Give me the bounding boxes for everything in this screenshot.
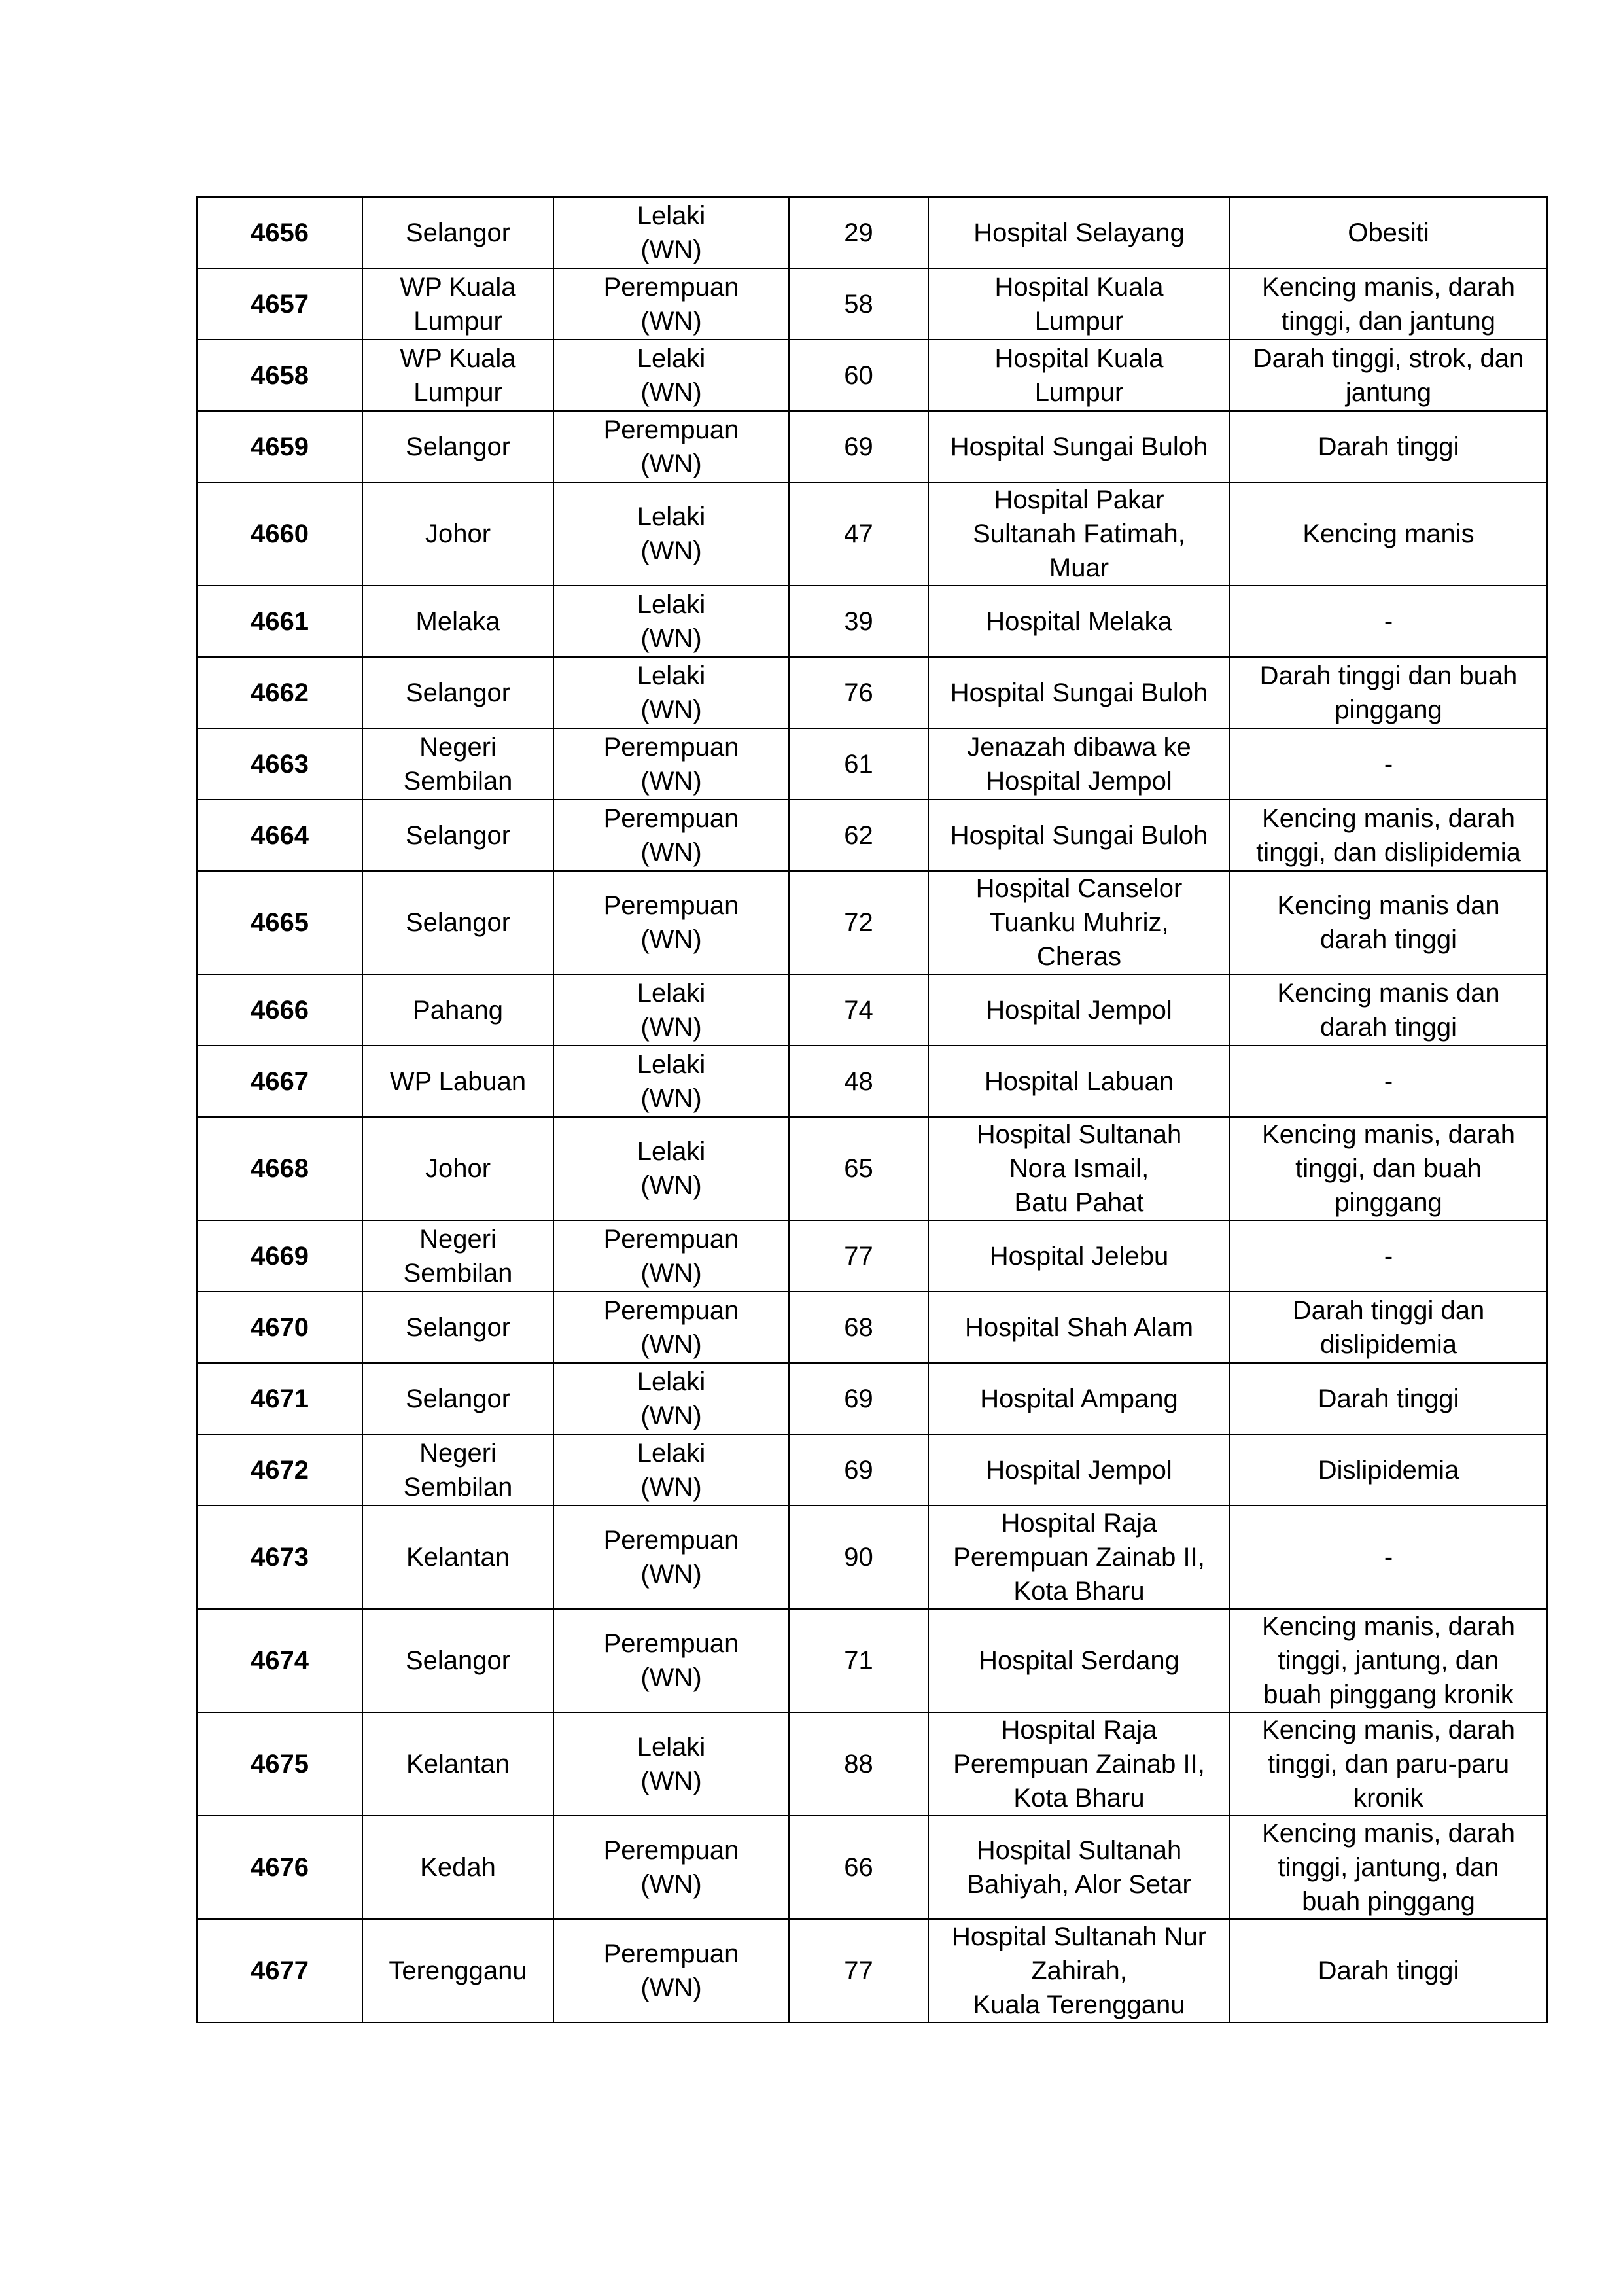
condition-cell: Darah tinggi dan dislipidemia <box>1230 1292 1547 1363</box>
state-cell: Selangor <box>362 871 553 974</box>
gender-cell: Lelaki (WN) <box>553 586 789 657</box>
hospital-cell: Hospital Serdang <box>928 1609 1230 1712</box>
age-cell: 88 <box>789 1712 928 1816</box>
case-number-cell: 4660 <box>197 482 362 586</box>
age-cell: 69 <box>789 1363 928 1434</box>
gender-cell: Perempuan (WN) <box>553 1220 789 1292</box>
table-row <box>197 1363 1547 1434</box>
condition-cell: Kencing manis, darah tinggi, dan dislipidemia <box>1230 800 1547 871</box>
gender-cell: Perempuan (WN) <box>553 268 789 340</box>
case-number-cell: 4673 <box>197 1506 362 1609</box>
hospital-cell: Hospital Sultanah Nur Zahirah, Kuala Terengganu <box>928 1919 1230 2022</box>
hospital-cell: Hospital Ampang <box>928 1363 1230 1434</box>
hospital-cell: Hospital Raja Perempuan Zainab II, Kota Bharu <box>928 1506 1230 1609</box>
condition-cell: Darah tinggi <box>1230 1363 1547 1434</box>
case-number-cell: 4674 <box>197 1609 362 1712</box>
state-cell: Johor <box>362 482 553 586</box>
condition-cell: Kencing manis, darah tinggi, dan jantung <box>1230 268 1547 340</box>
age-cell: 60 <box>789 340 928 411</box>
table-row <box>197 197 1547 268</box>
state-cell: Kelantan <box>362 1506 553 1609</box>
condition-cell: - <box>1230 1046 1547 1117</box>
table-row <box>197 871 1547 974</box>
condition-cell: - <box>1230 728 1547 800</box>
hospital-cell: Hospital Jelebu <box>928 1220 1230 1292</box>
gender-cell: Lelaki (WN) <box>553 340 789 411</box>
state-cell: Negeri Sembilan <box>362 1220 553 1292</box>
condition-cell: Kencing manis dan darah tinggi <box>1230 871 1547 974</box>
hospital-cell: Hospital Melaka <box>928 586 1230 657</box>
age-cell: 74 <box>789 974 928 1046</box>
hospital-cell: Jenazah dibawa ke Hospital Jempol <box>928 728 1230 800</box>
table-row <box>197 1117 1547 1220</box>
state-cell: Selangor <box>362 657 553 728</box>
condition-cell: Darah tinggi <box>1230 1919 1547 2022</box>
case-number-cell: 4662 <box>197 657 362 728</box>
hospital-cell: Hospital Sungai Buloh <box>928 411 1230 482</box>
age-cell: 76 <box>789 657 928 728</box>
gender-cell: Lelaki (WN) <box>553 657 789 728</box>
hospital-cell: Hospital Sultanah Nora Ismail, Batu Pahat <box>928 1117 1230 1220</box>
age-cell: 62 <box>789 800 928 871</box>
age-cell: 61 <box>789 728 928 800</box>
gender-cell: Lelaki (WN) <box>553 1117 789 1220</box>
gender-cell: Perempuan (WN) <box>553 1816 789 1919</box>
gender-cell: Lelaki (WN) <box>553 197 789 268</box>
table-row <box>197 1506 1547 1609</box>
case-number-cell: 4663 <box>197 728 362 800</box>
age-cell: 48 <box>789 1046 928 1117</box>
hospital-cell: Hospital Pakar Sultanah Fatimah, Muar <box>928 482 1230 586</box>
case-number-cell: 4661 <box>197 586 362 657</box>
table-row <box>197 1046 1547 1117</box>
condition-cell: Kencing manis, darah tinggi, dan paru-paru kronik <box>1230 1712 1547 1816</box>
state-cell: Selangor <box>362 1292 553 1363</box>
case-number-cell: 4672 <box>197 1434 362 1506</box>
state-cell: Kelantan <box>362 1712 553 1816</box>
case-number-cell: 4676 <box>197 1816 362 1919</box>
state-cell: Johor <box>362 1117 553 1220</box>
hospital-cell: Hospital Sungai Buloh <box>928 657 1230 728</box>
table-row <box>197 800 1547 871</box>
case-number-cell: 4677 <box>197 1919 362 2022</box>
age-cell: 90 <box>789 1506 928 1609</box>
condition-cell: Kencing manis dan darah tinggi <box>1230 974 1547 1046</box>
age-cell: 69 <box>789 1434 928 1506</box>
age-cell: 58 <box>789 268 928 340</box>
state-cell: Kedah <box>362 1816 553 1919</box>
gender-cell: Perempuan (WN) <box>553 1609 789 1712</box>
age-cell: 47 <box>789 482 928 586</box>
state-cell: Negeri Sembilan <box>362 728 553 800</box>
gender-cell: Lelaki (WN) <box>553 1363 789 1434</box>
case-number-cell: 4671 <box>197 1363 362 1434</box>
condition-cell: Kencing manis, darah tinggi, dan buah pinggang <box>1230 1117 1547 1220</box>
case-number-cell: 4670 <box>197 1292 362 1363</box>
table-row <box>197 1816 1547 1919</box>
table-row <box>197 728 1547 800</box>
condition-cell: Dislipidemia <box>1230 1434 1547 1506</box>
condition-cell: - <box>1230 586 1547 657</box>
state-cell: Melaka <box>362 586 553 657</box>
table-row <box>197 657 1547 728</box>
hospital-cell: Hospital Kuala Lumpur <box>928 340 1230 411</box>
condition-cell: Obesiti <box>1230 197 1547 268</box>
gender-cell: Perempuan (WN) <box>553 1292 789 1363</box>
gender-cell: Perempuan (WN) <box>553 728 789 800</box>
table-row <box>197 586 1547 657</box>
state-cell: Selangor <box>362 1609 553 1712</box>
table-row <box>197 1919 1547 2022</box>
age-cell: 66 <box>789 1816 928 1919</box>
case-number-cell: 4665 <box>197 871 362 974</box>
state-cell: Selangor <box>362 800 553 871</box>
case-number-cell: 4669 <box>197 1220 362 1292</box>
gender-cell: Lelaki (WN) <box>553 1712 789 1816</box>
case-number-cell: 4668 <box>197 1117 362 1220</box>
case-number-cell: 4664 <box>197 800 362 871</box>
age-cell: 39 <box>789 586 928 657</box>
age-cell: 29 <box>789 197 928 268</box>
hospital-cell: Hospital Canselor Tuanku Muhriz, Cheras <box>928 871 1230 974</box>
age-cell: 71 <box>789 1609 928 1712</box>
hospital-cell: Hospital Shah Alam <box>928 1292 1230 1363</box>
condition-cell: Darah tinggi <box>1230 411 1547 482</box>
state-cell: Pahang <box>362 974 553 1046</box>
condition-cell: - <box>1230 1220 1547 1292</box>
state-cell: Selangor <box>362 197 553 268</box>
case-number-cell: 4675 <box>197 1712 362 1816</box>
table-row <box>197 974 1547 1046</box>
table-row <box>197 268 1547 340</box>
case-number-cell: 4667 <box>197 1046 362 1117</box>
hospital-cell: Hospital Jempol <box>928 974 1230 1046</box>
hospital-cell: Hospital Kuala Lumpur <box>928 268 1230 340</box>
hospital-cell: Hospital Raja Perempuan Zainab II, Kota Bharu <box>928 1712 1230 1816</box>
case-number-cell: 4657 <box>197 268 362 340</box>
table-row <box>197 340 1547 411</box>
case-number-cell: 4666 <box>197 974 362 1046</box>
table-row <box>197 1434 1547 1506</box>
gender-cell: Perempuan (WN) <box>553 411 789 482</box>
gender-cell: Perempuan (WN) <box>553 800 789 871</box>
hospital-cell: Hospital Labuan <box>928 1046 1230 1117</box>
table-row <box>197 1292 1547 1363</box>
age-cell: 68 <box>789 1292 928 1363</box>
state-cell: WP Labuan <box>362 1046 553 1117</box>
state-cell: Terengganu <box>362 1919 553 2022</box>
table-body <box>197 197 1547 2022</box>
state-cell: Selangor <box>362 411 553 482</box>
gender-cell: Lelaki (WN) <box>553 482 789 586</box>
age-cell: 72 <box>789 871 928 974</box>
condition-cell: - <box>1230 1506 1547 1609</box>
age-cell: 77 <box>789 1220 928 1292</box>
condition-cell: Darah tinggi, strok, dan jantung <box>1230 340 1547 411</box>
state-cell: WP Kuala Lumpur <box>362 340 553 411</box>
condition-cell: Darah tinggi dan buah pinggang <box>1230 657 1547 728</box>
condition-cell: Kencing manis, darah tinggi, jantung, dan buah pinggang <box>1230 1816 1547 1919</box>
case-number-cell: 4658 <box>197 340 362 411</box>
condition-cell: Kencing manis, darah tinggi, jantung, dan buah pinggang kronik <box>1230 1609 1547 1712</box>
table-row <box>197 1712 1547 1816</box>
table-row <box>197 482 1547 586</box>
state-cell: Negeri Sembilan <box>362 1434 553 1506</box>
case-number-cell: 4659 <box>197 411 362 482</box>
hospital-cell: Hospital Sungai Buloh <box>928 800 1230 871</box>
gender-cell: Lelaki (WN) <box>553 1434 789 1506</box>
case-number-cell: 4656 <box>197 197 362 268</box>
state-cell: Selangor <box>362 1363 553 1434</box>
table-row <box>197 1220 1547 1292</box>
state-cell: WP Kuala Lumpur <box>362 268 553 340</box>
table-row <box>197 411 1547 482</box>
gender-cell: Lelaki (WN) <box>553 1046 789 1117</box>
death-cases-table <box>196 196 1548 2023</box>
gender-cell: Lelaki (WN) <box>553 974 789 1046</box>
age-cell: 77 <box>789 1919 928 2022</box>
gender-cell: Perempuan (WN) <box>553 1919 789 2022</box>
hospital-cell: Hospital Selayang <box>928 197 1230 268</box>
age-cell: 69 <box>789 411 928 482</box>
gender-cell: Perempuan (WN) <box>553 1506 789 1609</box>
table-row <box>197 1609 1547 1712</box>
hospital-cell: Hospital Sultanah Bahiyah, Alor Setar <box>928 1816 1230 1919</box>
hospital-cell: Hospital Jempol <box>928 1434 1230 1506</box>
gender-cell: Perempuan (WN) <box>553 871 789 974</box>
condition-cell: Kencing manis <box>1230 482 1547 586</box>
age-cell: 65 <box>789 1117 928 1220</box>
